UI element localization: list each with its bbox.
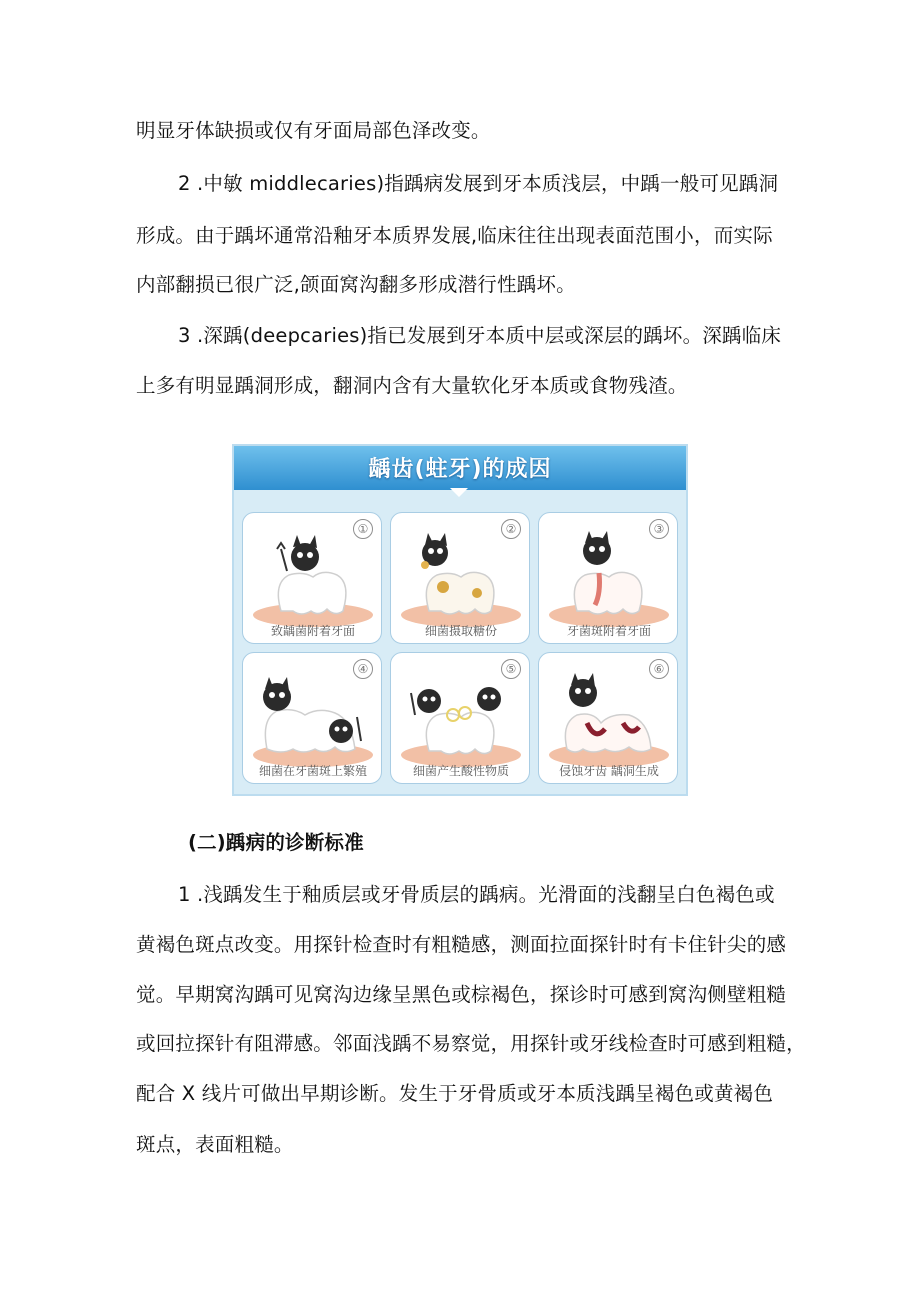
step-number: ⑥ — [649, 659, 669, 679]
section-heading: (二)踽病的诊断标准 — [188, 831, 364, 854]
paragraph-line: 形成。由于踽坏通常沿釉牙本质界发展,临床往往出现表面范围小，而实际 — [136, 224, 773, 247]
panel-caption: 致龋菌附着牙面 — [270, 624, 355, 638]
pointer-arrow-icon — [450, 488, 468, 497]
figure-panel-1 — [242, 512, 382, 644]
paragraph-line: 上多有明显踽洞形成，翻洞内含有大量软化牙本质或食物残渣。 — [136, 374, 688, 397]
paragraph-line: 内部翻损已很广泛,颌面窝沟翻多形成潜行性踽坏。 — [136, 273, 576, 296]
figure-panel-5 — [390, 652, 530, 784]
panel-caption: 细菌摄取糖份 — [424, 624, 497, 638]
paragraph-line: 2 .中敏 middlecaries)指踽病发展到牙本质浅层，中踽一般可见踽洞 — [178, 172, 779, 195]
panel-caption: 细菌在牙菌斑上繁殖 — [258, 764, 367, 778]
panel-caption: 侵蚀牙齿 龋洞生成 — [559, 764, 659, 778]
step-number: ② — [501, 519, 521, 539]
figure-panel-4 — [242, 652, 382, 784]
caries-causes-figure — [232, 444, 688, 796]
figure-title: 龋齿(蛀牙)的成因 — [368, 457, 552, 482]
paragraph-line: 黄褐色斑点改变。用探针检查时有粗糙感，测面拉面探针时有卡住针尖的感 — [136, 933, 787, 956]
paragraph-line: 觉。早期窝沟踽可见窝沟边缘呈黑色或棕褐色，探诊时可感到窝沟侧壁粗糙 — [136, 983, 787, 1006]
paragraph-line: 1 .浅踽发生于釉质层或牙骨质层的踽病。光滑面的浅翻呈白色褐色或 — [178, 883, 775, 906]
figure-header — [234, 446, 686, 490]
figure-panel-6 — [538, 652, 678, 784]
step-number: ① — [353, 519, 373, 539]
panel-caption: 细菌产生酸性物质 — [412, 764, 509, 778]
step-number: ③ — [649, 519, 669, 539]
panel-caption: 牙菌斑附着牙面 — [566, 624, 651, 638]
paragraph-line: 配合 X 线片可做出早期诊断。发生于牙骨质或牙本质浅踽呈褐色或黄褐色 — [136, 1082, 774, 1105]
paragraph-line: 明显牙体缺损或仅有牙面局部色泽改变。 — [136, 119, 491, 142]
figure-panel-3 — [538, 512, 678, 644]
paragraph-line: 或回拉探针有阻滞感。邻面浅踽不易察觉，用探针或牙线检查时可感到粗糙， — [136, 1032, 806, 1055]
paragraph-line: 斑点，表面粗糙。 — [136, 1133, 294, 1156]
step-number: ④ — [353, 659, 373, 679]
step-number: ⑤ — [501, 659, 521, 679]
figure-panel-2 — [390, 512, 530, 644]
paragraph-line: 3 .深踽(deepcaries)指已发展到牙本质中层或深层的踽坏。深踽临床 — [178, 324, 782, 347]
